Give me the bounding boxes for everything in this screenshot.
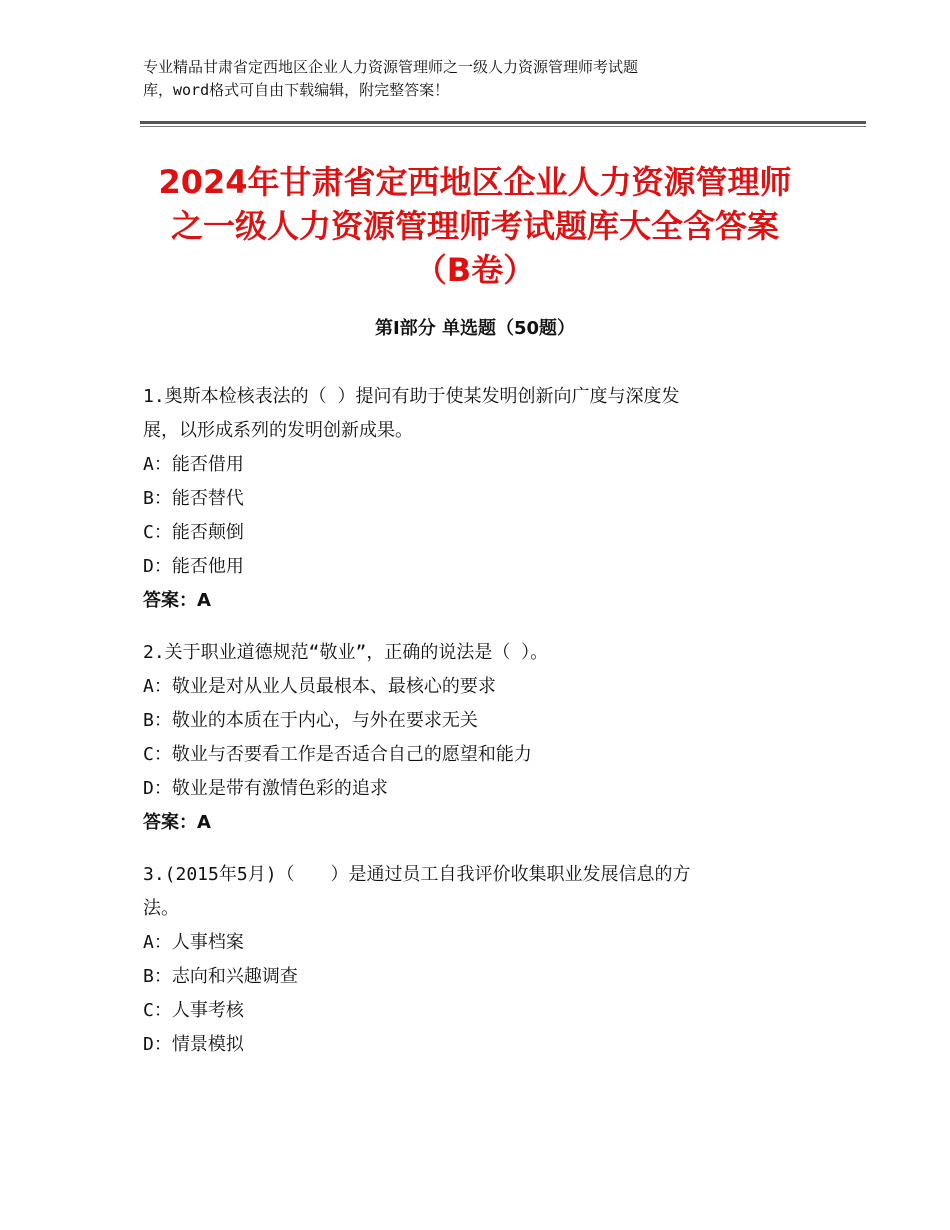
- option-c: C：能否颠倒: [143, 522, 244, 543]
- option-d: D：能否他用: [143, 556, 244, 577]
- question-stem: 展，以形成系列的发明创新成果。: [143, 420, 413, 441]
- title-line: （B卷）: [414, 251, 536, 289]
- answer-label: 答案：A: [143, 590, 211, 611]
- option-c: C：人事考核: [143, 1000, 244, 1021]
- option-b: B：敬业的本质在于内心，与外在要求无关: [143, 710, 478, 731]
- option-c: C：敬业与否要看工作是否适合自己的愿望和能力: [143, 744, 532, 765]
- question-item: [143, 858, 823, 1062]
- question-stem: 1.奥斯本检核表法的（ ）提问有助于使某发明创新向广度与深度发: [143, 386, 680, 407]
- question-item: [143, 636, 823, 840]
- option-d: D：敬业是带有激情色彩的追求: [143, 778, 388, 799]
- section-title: 第Ⅰ部分 单选题（50题）: [374, 318, 575, 339]
- title-line: 之一级人力资源管理师考试题库大全含答案: [170, 207, 779, 245]
- option-a: A：敬业是对从业人员最根本、最核心的要求: [143, 676, 496, 697]
- option-d: D：情景模拟: [143, 1034, 244, 1055]
- header-note-line: 专业精品甘肃省定西地区企业人力资源管理师之一级人力资源管理师考试题: [143, 58, 639, 76]
- header-divider-thick: [140, 121, 866, 124]
- option-a: A：能否借用: [143, 454, 244, 475]
- option-b: B：能否替代: [143, 488, 244, 509]
- document-title: [140, 160, 810, 292]
- header-note: [143, 56, 783, 102]
- question-item: [143, 380, 823, 618]
- header-divider-thin: [140, 126, 866, 127]
- answer-label: 答案：A: [143, 812, 211, 833]
- question-stem: 3.(2015年5月)（ ）是通过员工自我评价收集职业发展信息的方: [143, 864, 691, 885]
- question-stem: 2.关于职业道德规范“敬业”，正确的说法是（ ）。: [143, 642, 549, 663]
- title-line: 2024年甘肃省定西地区企业人力资源管理师: [158, 163, 792, 201]
- question-list: [143, 380, 823, 1080]
- option-b: B：志向和兴趣调查: [143, 966, 298, 987]
- header-note-line: 库，word格式可自由下载编辑，附完整答案！: [143, 81, 450, 99]
- option-a: A：人事档案: [143, 932, 244, 953]
- question-stem: 法。: [143, 898, 179, 919]
